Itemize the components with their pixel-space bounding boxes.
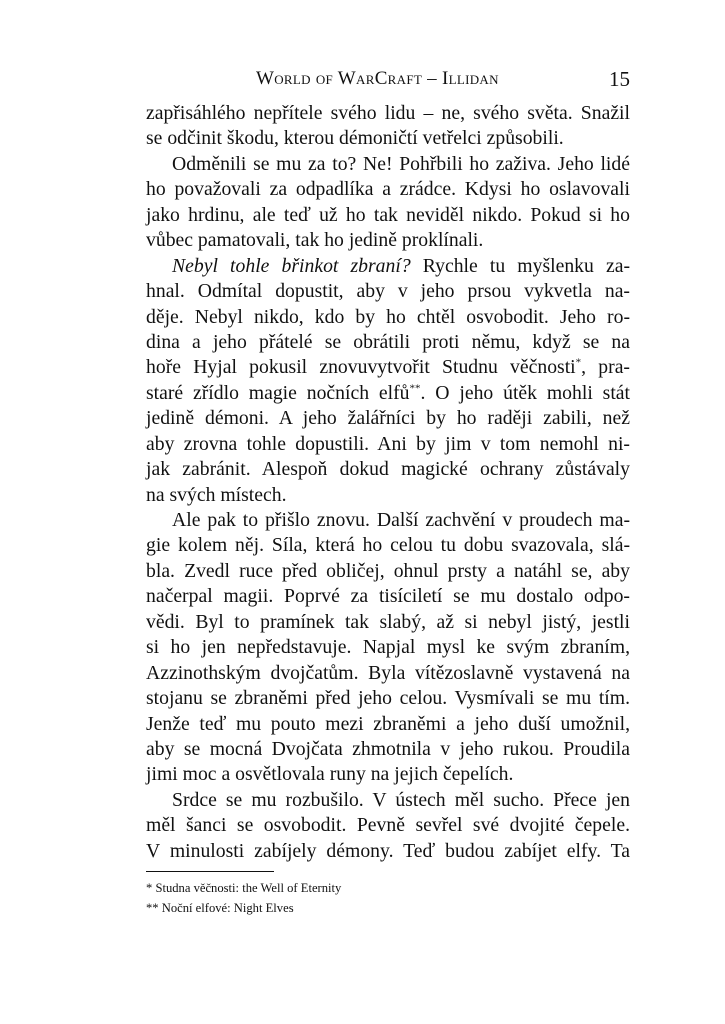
text-line: jak zabránit. Alespoň dokud magické ochrany zůstávaly	[146, 458, 630, 481]
text-line: měl šanci se osvobodit. Pevně sevřel své dvojité čepele.	[146, 814, 630, 837]
text-line: stojanu se zbraněmi před jeho celou. Vysmívali se mu tím.	[146, 687, 630, 710]
text-line: hnal. Odmítal dopustit, aby v jeho prsou vykvetla na-	[146, 280, 630, 303]
text-line: jedině démoni. A jeho žalářníci by ho raději zabili, než	[146, 407, 630, 430]
text-line: V minulosti zabíjely démony. Teď budou zabíjet elfy. Ta	[146, 839, 630, 862]
text-line	[146, 254, 630, 279]
paragraph	[146, 254, 630, 508]
text-line: aby zrovna tohle dopustili. Ani by jim v tom nemohl ni-	[146, 432, 630, 455]
text-line: bla. Zvedl ruce před obličej, ohnul prsty a natáhl se, aby	[146, 559, 630, 582]
text-line: Jenže teď mu pouto mezi zbraněmi a jeho duší umožnil,	[146, 712, 630, 735]
page-number: 15	[609, 67, 630, 91]
paragraph	[146, 788, 630, 864]
paragraph	[146, 152, 630, 254]
text-line: Azzinothským dvojčatům. Byla vítězoslavně vystavená na	[146, 661, 630, 684]
text-span: staré zřídlo magie nočních elfů	[146, 381, 410, 404]
text-line	[146, 355, 630, 380]
text-line: Srdce se mu rozbušilo. V ústech měl sucho. Přece jen	[172, 788, 630, 811]
text-span: Rychle tu myšlenku za-	[410, 254, 630, 277]
text-line: Odměnili se mu za to? Ne! Pohřbili ho zaživa. Jeho lidé	[172, 152, 630, 175]
footnote-marker: *	[575, 356, 582, 369]
running-header	[146, 68, 630, 96]
text-line: aby se mocná Dvojčata zhmotnila v jeho rukou. Proudila	[146, 737, 630, 760]
text-line: vědi. Byl to pramínek tak slabý, až si nebyl jistý, jestli	[146, 610, 630, 633]
running-title: World of WarCraft – Illidan	[256, 68, 499, 89]
text-line: ho považovali za odpadlíka a zrádce. Kdysi ho oslavovali	[146, 178, 630, 201]
paragraph	[146, 101, 630, 152]
text-line: jako hrdinu, ale teď už ho tak neviděl nikdo. Pokud si ho	[146, 203, 630, 226]
text-line: si ho jen nepředstavuje. Napjal mysl ke svým zbraním,	[146, 636, 630, 659]
body-text	[146, 101, 630, 864]
text-line	[146, 381, 630, 406]
footnote-marker: **	[409, 382, 421, 395]
text-line: Ale pak to přišlo znovu. Další zachvění v proudech ma-	[172, 509, 630, 531]
text-span: . O jeho útěk mohli stát	[420, 381, 630, 404]
text-line: jimi moc a osvětlovala runy na jejich čepelích.	[146, 763, 514, 786]
text-line: dina a jeho přátelé se obrátili proti němu, když se na	[146, 330, 630, 353]
italic-thought: Nebyl tohle břinkot zbraní?	[172, 254, 411, 277]
text-span: hoře Hyjal pokusil znovuvytvořit Studnu věčnosti	[146, 356, 576, 379]
text-line: zapřisáhlého nepřítele svého lidu – ne, svého světa. Snažil	[146, 102, 630, 124]
text-line: vůbec pamatovali, tak ho jedině proklínali.	[146, 229, 484, 252]
paragraph	[146, 508, 630, 788]
text-line: načerpal magii. Poprvé za tisíciletí se mu dostalo odpo-	[146, 585, 630, 608]
footnote-divider	[146, 871, 274, 872]
text-span: , pra-	[581, 356, 630, 379]
footnote-1: * Studna věčnosti: the Well of Eternity	[146, 881, 342, 895]
text-line: se odčinit škodu, kterou démoničtí vetřelci způsobili.	[146, 127, 564, 150]
footnotes	[146, 878, 630, 918]
text-line: na svých místech.	[146, 483, 287, 506]
text-line: děje. Nebyl nikdo, kdo by ho chtěl osvobodit. Jeho ro-	[146, 305, 630, 328]
text-line: gie kolem něj. Síla, která ho celou tu dobu svazovala, slá-	[146, 534, 630, 557]
footnote-2: ** Noční elfové: Night Elves	[146, 901, 294, 915]
